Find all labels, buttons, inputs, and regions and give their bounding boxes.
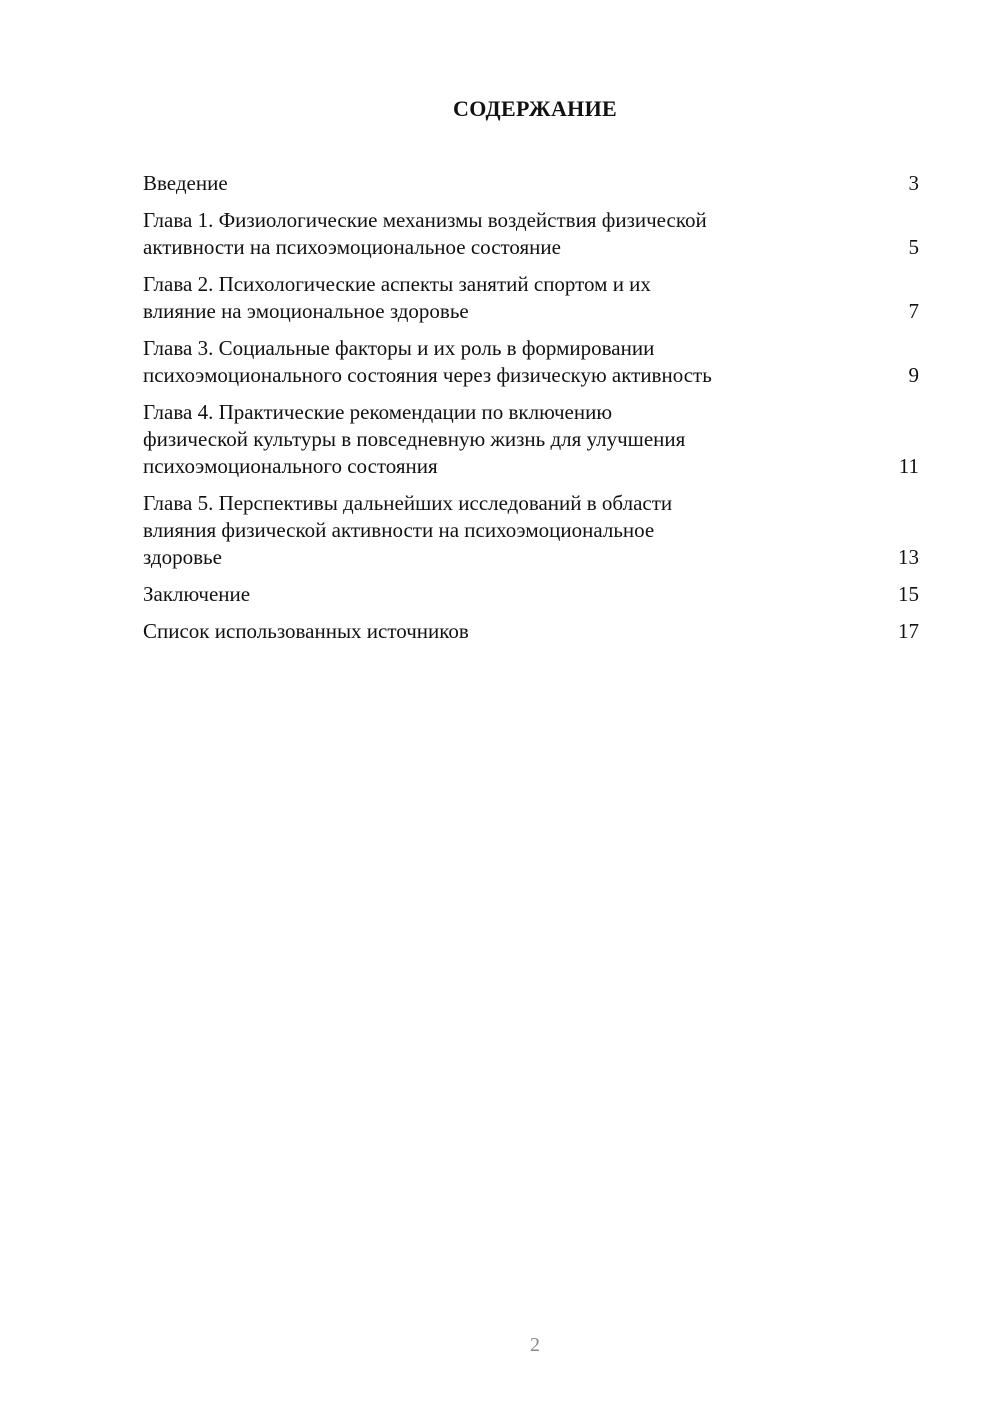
toc-entry-line: Глава 4. Практические рекомендации по включению (143, 400, 613, 424)
toc-entry-page: 13 (898, 545, 919, 569)
toc-entry-chapter-1 (143, 207, 919, 261)
toc-entry-line: физической культуры в повседневную жизнь для улучшения (143, 427, 686, 451)
toc-entry-page: 17 (898, 619, 919, 643)
page-title: СОДЕРЖАНИЕ (453, 96, 617, 121)
toc-entry-page: 11 (898, 454, 919, 478)
toc-entry-page: 7 (908, 299, 919, 323)
toc-entry-line: влияния физической активности на психоэмоциональное (143, 518, 655, 542)
toc-entry-page: 5 (908, 235, 919, 259)
toc-entry-label (143, 490, 833, 571)
page-number: 2 (530, 1334, 540, 1356)
toc-entry-line: психоэмоционального состояния (143, 454, 438, 478)
toc-entry-chapter-2 (143, 271, 919, 325)
toc-entry-label (143, 335, 833, 389)
toc-entry-introduction (143, 170, 919, 197)
toc-entry-line: Список использованных источников (143, 619, 469, 643)
toc-entry-label (143, 618, 833, 645)
table-of-contents (143, 170, 919, 655)
toc-entry-line: Глава 5. Перспективы дальнейших исследований в области (143, 491, 673, 515)
toc-entry-page: 9 (908, 363, 919, 387)
toc-entry-chapter-3 (143, 335, 919, 389)
toc-entry-references (143, 618, 919, 645)
toc-entry-page: 3 (908, 171, 919, 195)
toc-entry-line: психоэмоционального состояния через физическую активность (143, 363, 712, 387)
toc-entry-label (143, 207, 833, 261)
toc-entry-line: здоровье (143, 545, 222, 569)
toc-entry-line: Глава 1. Физиологические механизмы воздействия физической (143, 208, 707, 232)
toc-entry-line: влияние на эмоциональное здоровье (143, 299, 469, 323)
toc-entry-chapter-5 (143, 490, 919, 571)
toc-entry-label (143, 271, 833, 325)
toc-entry-line: активности на психоэмоциональное состояние (143, 235, 561, 259)
toc-entry-page: 15 (898, 582, 919, 606)
toc-entry-label (143, 170, 833, 197)
toc-entry-line: Глава 3. Социальные факторы и их роль в формировании (143, 336, 655, 360)
toc-entry-chapter-4 (143, 399, 919, 480)
toc-entry-conclusion (143, 581, 919, 608)
toc-entry-line: Заключение (143, 582, 251, 606)
toc-entry-line: Глава 2. Психологические аспекты занятий спортом и их (143, 272, 651, 296)
toc-entry-label (143, 399, 833, 480)
toc-entry-label (143, 581, 833, 608)
toc-entry-line: Введение (143, 171, 228, 195)
